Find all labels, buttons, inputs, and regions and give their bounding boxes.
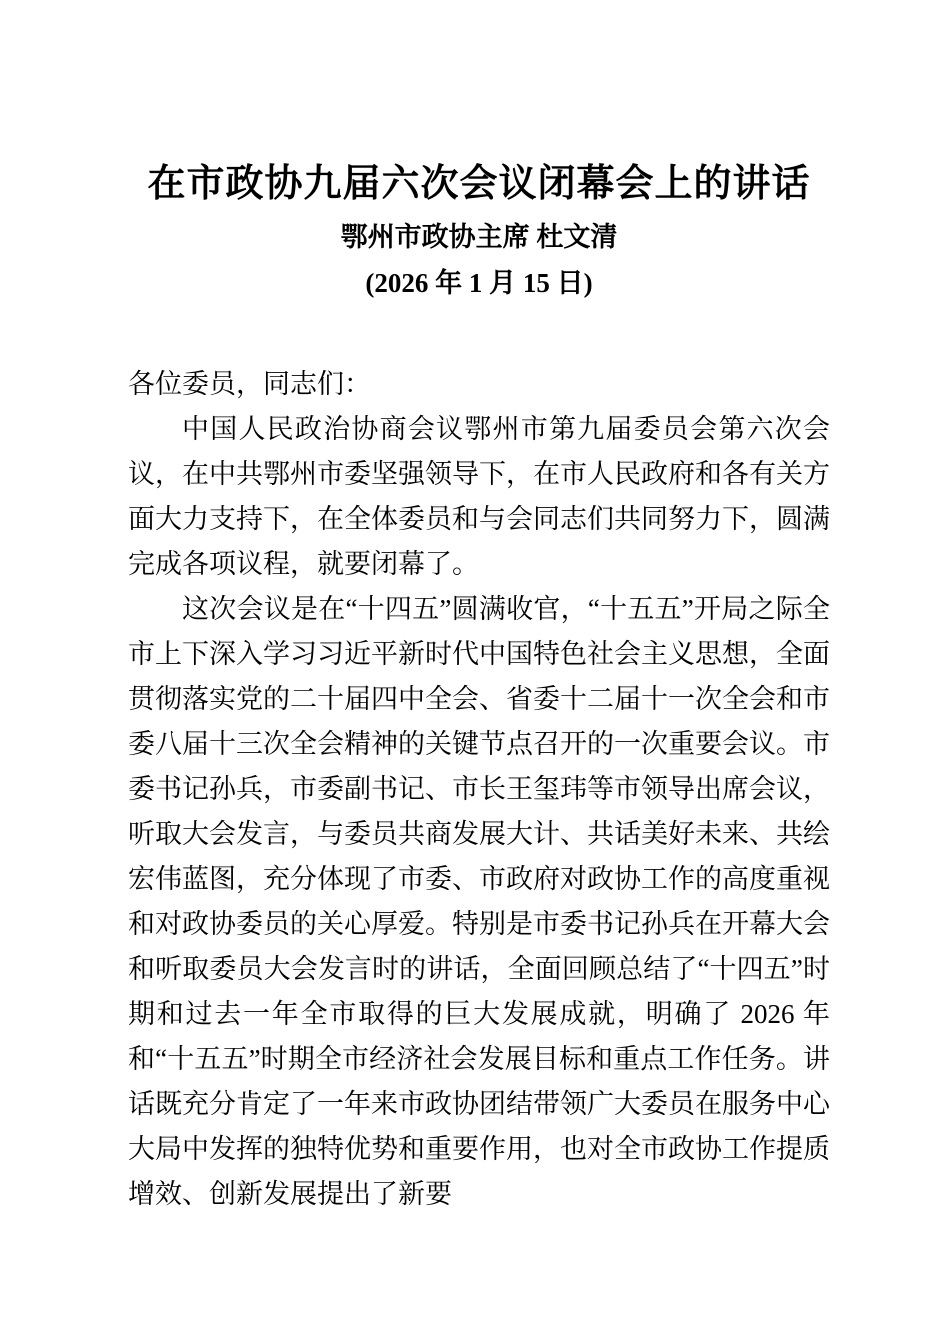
paragraph-meeting-significance: 这次会议是在“十四五”圆满收官，“十五五”开局之际全市上下深入学习习近平新时代中国特色社会主义思想，全面贯彻落实党的二十届四中全会、省委十二届十一次全会和市委八届十三次全会精神的关键节点召开的一次重要会议。市委书记孙兵，市委副书记、市长王玺玮等市领导出席会议，听取大会发言，与委员共商发展大计、共话美好未来、共绘宏伟蓝图，充分体现了市委、市政府对政协工作的高度重视和对政协委员的关心厚爱。特别是市委书记孙兵在开幕大会和听取委员大会发言时的讲话，全面回顾总结了“十四五”时期和过去一年全市取得的巨大发展成就，明确了 2026 年和“十五五”时期全市经济社会发展目标和重点工作任务。讲话既充分肯定了一年来市政协团结带领广大委员在服务中心大局中发挥的独特优势和重要作用，也对全市政协工作提质增效、创新发展提出了新要 — [128, 594, 830, 1209]
document-title: 在市政协九届六次会议闭幕会上的讲话 — [147, 163, 811, 205]
salutation-line: 各位委员，同志们： — [128, 369, 371, 399]
document-body — [128, 362, 830, 1217]
paragraph-opening: 中国人民政治协商会议鄂州市第九届委员会第六次会议，在中共鄂州市委坚强领导下，在市人民政府和各有关方面大力支持下，在全体委员和与会同志们共同努力下，圆满完成各项议程，就要闭幕了。 — [128, 414, 830, 579]
date-line: (2026 年 1 月 15 日) — [365, 268, 593, 298]
author-line: 鄂州市政协主席 杜文清 — [340, 222, 618, 252]
